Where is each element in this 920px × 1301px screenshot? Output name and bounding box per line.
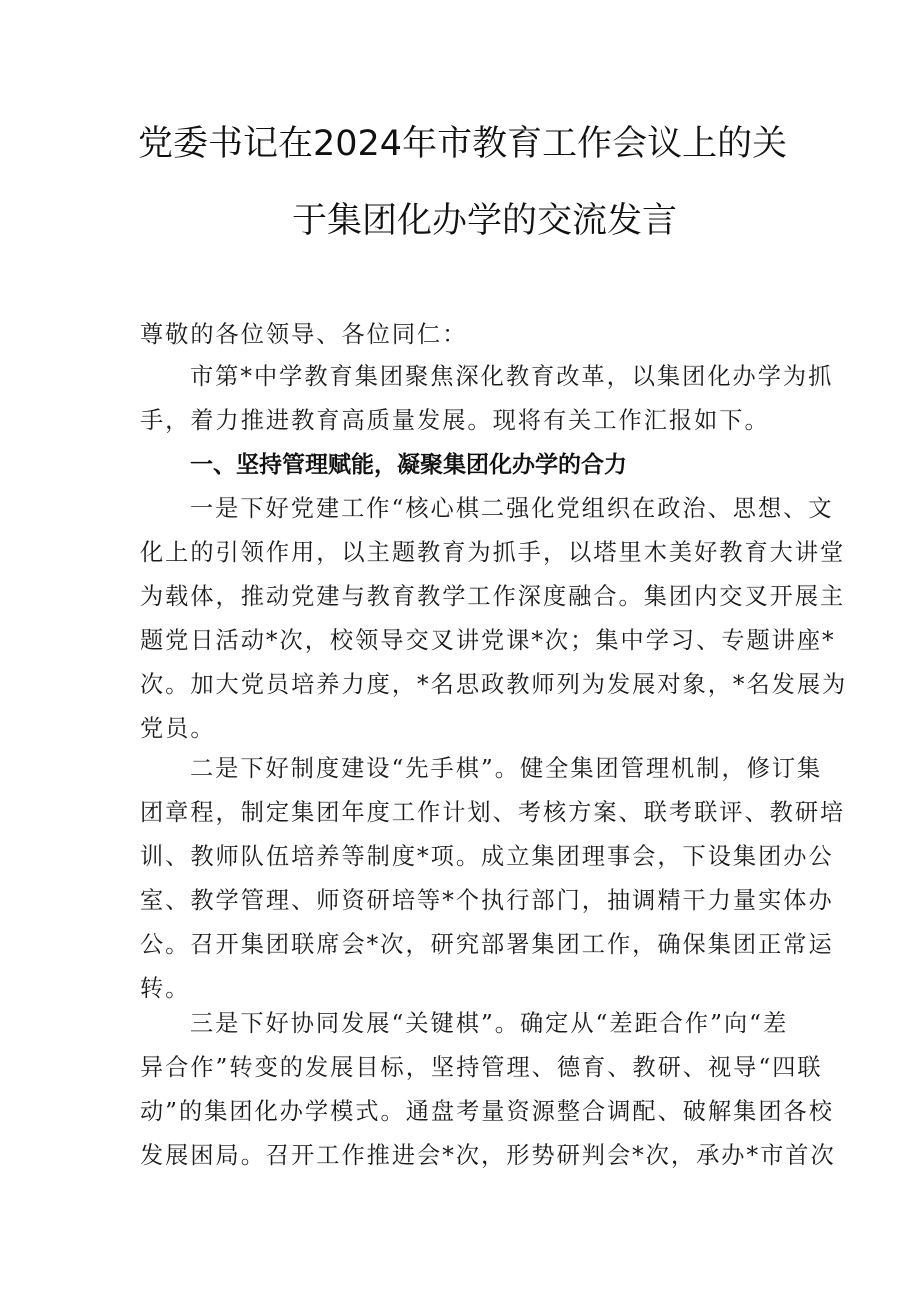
paragraph-line: 党员。: [140, 715, 216, 742]
paragraph-line: 训、教师队伍培养等制度*项。成立集团理事会，下设集团办公: [140, 843, 834, 870]
document-title-line-2: 于集团化办学的交流发言: [292, 201, 678, 241]
paragraph-line: 公。召开集团联席会*次，研究部署集团工作，确保集团正常运: [140, 931, 834, 958]
paragraph-line: 三是下好协同发展“关键棋”。确定从“差距合作”向“差: [190, 1010, 789, 1037]
paragraph-party-building: [140, 487, 848, 751]
paragraph-line: 团章程，制定集团年度工作计划、考核方案、联考联评、教研培: [140, 799, 846, 826]
paragraph-line: 异合作”转变的发展目标，坚持管理、德育、教研、视导“四联: [140, 1054, 823, 1081]
intro-paragraph: [140, 355, 834, 443]
document-title-line-1: 党委书记在2024年市教育工作会议上的关: [138, 124, 788, 164]
paragraph-line: 题党日活动*次，校领导交叉讲党课*次；集中学习、专题讲座*: [140, 627, 836, 654]
section-heading-1: 一、坚持管理赋能，凝聚集团化办学的合力: [190, 452, 627, 478]
paragraph-line: 次。加大党员培养力度，*名思政教师列为发展对象，*名发展为: [140, 671, 848, 698]
salutation: 尊敬的各位领导、各位同仁：: [140, 321, 468, 348]
paragraph-line: 二是下好制度建设“先手棋”。健全集团管理机制，修订集: [190, 755, 823, 782]
paragraph-line: 转。: [140, 975, 191, 1002]
paragraph-line: 为载体，推动党建与教育教学工作深度融合。集团内交叉开展主: [140, 583, 846, 610]
paragraph-line: 化上的引领作用，以主题教育为抓手，以塔里木美好教育大讲堂: [140, 539, 846, 566]
paragraph-line: 动”的集团化办学模式。通盘考量资源整合调配、破解集团各校: [140, 1098, 834, 1125]
paragraph-system-building: [140, 747, 846, 1011]
paragraph-line: 室、教学管理、师资研培等*个执行部门，抽调精干力量实体办: [140, 887, 834, 914]
intro-line: 手，着力推进教育高质量发展。现将有关工作汇报如下。: [140, 407, 770, 434]
paragraph-line: 一是下好党建工作“核心棋二强化党组织在政治、思想、文: [190, 495, 834, 522]
paragraph-coordinated-development: [140, 1002, 836, 1178]
paragraph-line: 发展困局。召开工作推进会*次，形势研判会*次，承办*市首次: [140, 1142, 836, 1169]
intro-line: 市第*中学教育集团聚焦深化教育改革，以集团化办学为抓: [190, 363, 834, 390]
